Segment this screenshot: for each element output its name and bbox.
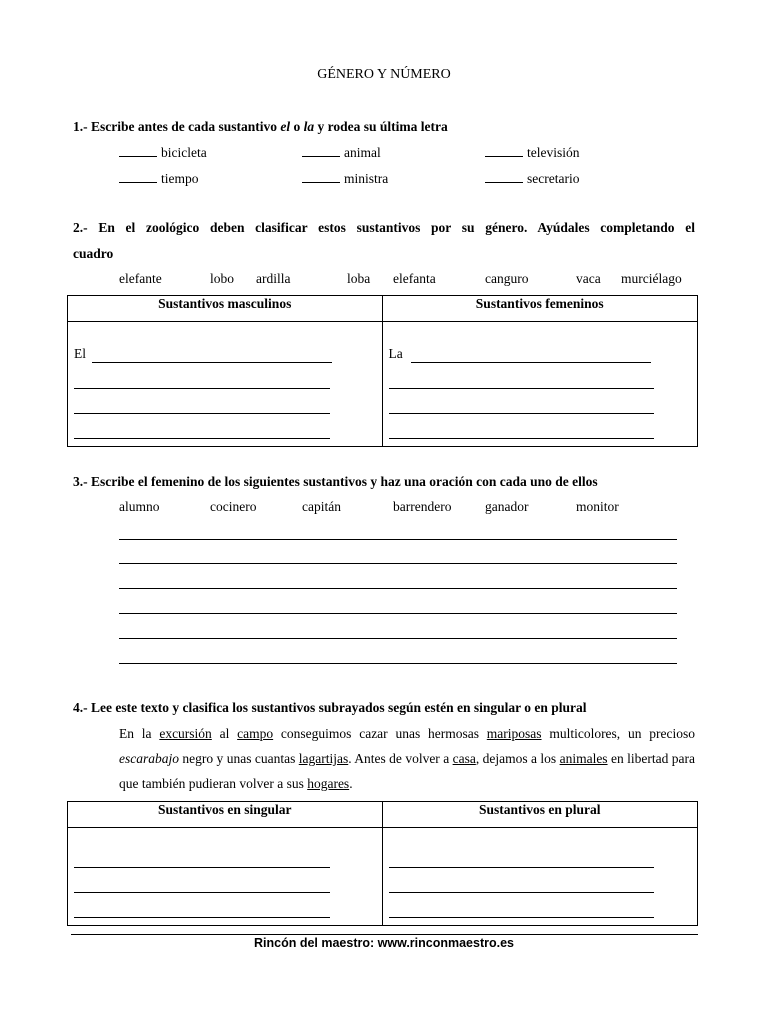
answer-line[interactable] [74,867,330,868]
question-4-heading: 4.- Lee este texto y clasifica los sustantivos subrayados según estén en singular o en plural [73,700,587,715]
answer-start-el: El [74,346,86,361]
underlined-noun: casa [452,751,476,766]
answer-line[interactable] [74,413,330,414]
underlined-noun: hogares [307,776,350,791]
q2-word: ardilla [256,271,291,286]
table-header-feminine: Sustantivos femeninos [382,296,698,322]
q1-word: bicicleta [161,145,207,160]
answer-blank[interactable] [302,145,340,157]
q2-word: elefante [119,271,162,286]
number-table [67,801,698,926]
italic-noun: escarabajo [119,751,179,766]
q3-word: monitor [576,499,619,514]
q1-word: televisión [527,145,580,160]
underlined-noun: animales [559,751,608,766]
answer-blank[interactable] [119,145,157,157]
reading-passage: En la excursión al campo conseguimos cazar unas hermosas mariposas multicolores, un precioso escarabajo negro y unas cuantas lagartijas. Antes de volver a casa, dejamos a los animales en libertad para que también pudieran volver a sus hogares. [119,726,695,791]
sentence-line[interactable] [119,539,677,540]
sentence-line[interactable] [119,663,677,664]
q1-word: ministra [344,171,389,186]
masculine-answer-cell[interactable] [68,322,383,447]
q2-word: lobo [210,271,235,286]
table-header-plural: Sustantivos en plural [382,802,698,828]
answer-line[interactable] [411,362,651,363]
q1-item[interactable] [119,171,199,187]
q3-word: barrendero [393,499,452,514]
question-3-heading: 3.- Escribe el femenino de los siguientes sustantivos y haz una oración con cada uno de ellos [73,474,598,489]
table-header-masculine: Sustantivos masculinos [68,296,383,322]
answer-line[interactable] [389,413,654,414]
answer-line[interactable] [74,917,330,918]
q2-word: loba [347,271,371,286]
q3-word: cocinero [210,499,257,514]
footer-credit: Rincón del maestro: www.rinconmaestro.es [253,936,515,950]
plural-answer-cell[interactable] [382,828,698,926]
q3-word: alumno [119,499,160,514]
answer-line[interactable] [74,438,330,439]
answer-blank[interactable] [119,171,157,183]
answer-line[interactable] [74,892,330,893]
table-header-singular: Sustantivos en singular [68,802,383,828]
q2-word: murciélago [621,271,682,286]
q1-suffix: y rodea su última letra [314,119,448,134]
sentence-line[interactable] [119,588,677,589]
q2-word: vaca [576,271,601,286]
answer-blank[interactable] [302,171,340,183]
feminine-answer-cell[interactable] [382,322,698,447]
q1-item[interactable] [119,145,207,161]
answer-start-la: La [388,346,403,361]
q1-prefix: 1.- Escribe antes de cada sustantivo [73,119,281,134]
gender-table [67,295,698,447]
question-2-heading: 2.- En el zoológico deben clasificar estos sustantivos por su género. Ayúdales completando el [73,220,695,235]
q1-word: animal [344,145,381,160]
sentence-line[interactable] [119,563,677,564]
underlined-noun: lagartijas [298,751,349,766]
q3-word: ganador [485,499,529,514]
q1-o: o [290,119,304,134]
answer-line[interactable] [74,388,330,389]
answer-blank[interactable] [485,171,523,183]
answer-line[interactable] [389,388,654,389]
q2-word: canguro [485,271,529,286]
answer-line[interactable] [389,917,654,918]
q1-la: la [303,119,315,134]
q1-item[interactable] [302,171,388,187]
q1-el: el [280,119,291,134]
singular-answer-cell[interactable] [68,828,383,926]
underlined-noun: campo [237,726,274,741]
answer-line[interactable] [389,438,654,439]
q1-word: secretario [527,171,580,186]
answer-line[interactable] [92,362,332,363]
answer-line[interactable] [389,867,654,868]
question-1-heading [73,119,448,135]
q1-item[interactable] [485,171,579,187]
sentence-line[interactable] [119,613,677,614]
sentence-line[interactable] [119,638,677,639]
underlined-noun: excursión [159,726,212,741]
answer-line[interactable] [389,892,654,893]
question-2-heading-cont: cuadro [73,246,114,261]
q2-word: elefanta [393,271,436,286]
q3-word: capitán [302,499,341,514]
page-title: GÉNERO Y NÚMERO [317,67,451,82]
q1-item[interactable] [302,145,381,161]
q1-word: tiempo [161,171,199,186]
q1-item[interactable] [485,145,580,161]
underlined-noun: mariposas [486,726,542,741]
footer-divider [71,934,698,935]
answer-blank[interactable] [485,145,523,157]
